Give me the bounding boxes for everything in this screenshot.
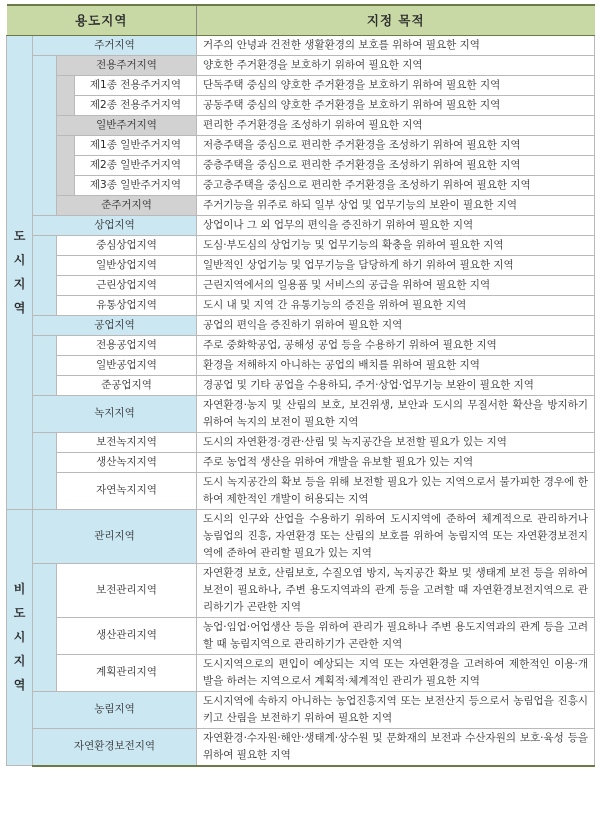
table-row	[7, 654, 595, 691]
zone-name: 제2종 전용주거지역	[75, 95, 197, 115]
table-row	[7, 563, 595, 617]
table-row	[7, 375, 595, 395]
zone-purpose: 중층주택을 중심으로 편리한 주거환경을 조성하기 위하여 필요한 지역	[197, 155, 595, 175]
zone-name: 주거지역	[33, 35, 197, 55]
zone-purpose: 환경을 저해하지 아니하는 공업의 배치를 위하여 필요한 지역	[197, 355, 595, 375]
zone-name: 관리지역	[33, 509, 197, 563]
table-row	[7, 155, 595, 175]
category-char: 지	[13, 654, 26, 669]
zone-name: 제1종 전용주거지역	[75, 75, 197, 95]
zone-purpose: 상업이나 그 외 업무의 편익을 증진하기 위하여 필요한 지역	[197, 215, 595, 235]
zone-purpose: 도시의 자연환경·경관·산림 및 녹지공간을 보전할 필요가 있는 지역	[197, 432, 595, 452]
table-row	[7, 617, 595, 654]
header-zone: 용도지역	[7, 5, 197, 35]
table-row	[7, 335, 595, 355]
table-row	[7, 295, 595, 315]
zone-name: 생산관리지역	[57, 617, 197, 654]
zone-name: 상업지역	[33, 215, 197, 235]
table-row	[7, 432, 595, 452]
zone-purpose: 농업·임업·어업생산 등을 위하여 관리가 필요하나 주변 용도지역과의 관계 등을 고려할 때 농림지역으로 관리하기가 곤란한 지역	[197, 617, 595, 654]
table-row	[7, 452, 595, 472]
zone-purpose: 주로 중화학공업, 공해성 공업 등을 수용하기 위하여 필요한 지역	[197, 335, 595, 355]
zone-name: 유통상업지역	[57, 295, 197, 315]
zone-name: 자연환경보전지역	[33, 728, 197, 766]
table-row	[7, 395, 595, 432]
zone-name: 녹지지역	[33, 395, 197, 432]
zone-purpose: 주거기능을 위주로 하되 일부 상업 및 업무기능의 보완이 필요한 지역	[197, 195, 595, 215]
category-char: 시	[13, 630, 26, 645]
zone-name: 제3종 일반주거지역	[75, 175, 197, 195]
zone-name: 자연녹지지역	[57, 472, 197, 509]
zone-purpose: 도시 녹지공간의 확보 등을 위해 보전할 필요가 있는 지역으로서 불가피한 경우에 한하여 제한적인 개발이 허용되는 지역	[197, 472, 595, 509]
zone-purpose: 중고층주택을 중심으로 편리한 주거환경을 조성하기 위하여 필요한 지역	[197, 175, 595, 195]
table-row	[7, 95, 595, 115]
zone-name: 근린상업지역	[57, 275, 197, 295]
category-char: 지	[13, 277, 26, 291]
category-char: 역	[13, 301, 26, 315]
table-row	[7, 175, 595, 195]
zone-purpose: 근린지역에서의 일용품 및 서비스의 공급을 위하여 필요한 지역	[197, 275, 595, 295]
zone-purpose: 공동주택 중심의 양호한 주거환경을 보호하기 위하여 필요한 지역	[197, 95, 595, 115]
zone-name: 준주거지역	[57, 195, 197, 215]
zone-purpose: 도심·부도심의 상업기능 및 업무기능의 확충을 위하여 필요한 지역	[197, 235, 595, 255]
header-purpose: 지정 목적	[197, 5, 595, 35]
table-row	[7, 75, 595, 95]
category-char: 도	[13, 606, 26, 621]
zone-purpose: 편리한 주거환경을 조성하기 위하여 필요한 지역	[197, 115, 595, 135]
table-row	[7, 691, 595, 728]
table-row	[7, 55, 595, 75]
zone-purpose: 자연환경 보호, 산림보호, 수질오염 방지, 녹지공간 확보 및 생태계 보전 등을 위하여 보전이 필요하나, 주변 용도지역과의 관계 등을 고려할 때 자연환경보전지역으로 관리하기가 곤란한 지역	[197, 563, 595, 617]
table-row	[7, 355, 595, 375]
table-row	[7, 215, 595, 235]
zone-name: 일반공업지역	[57, 355, 197, 375]
table-row	[7, 315, 595, 335]
zone-purpose: 일반적인 상업기능 및 업무기능을 담당하게 하기 위하여 필요한 지역	[197, 255, 595, 275]
zone-purpose: 공업의 편익을 증진하기 위하여 필요한 지역	[197, 315, 595, 335]
zone-purpose: 도시 내 및 지역 간 유통기능의 증진을 위하여 필요한 지역	[197, 295, 595, 315]
zone-name: 일반주거지역	[57, 115, 197, 135]
zone-name: 생산녹지지역	[57, 452, 197, 472]
zone-name: 보전관리지역	[57, 563, 197, 617]
table-row	[7, 509, 595, 563]
zone-name: 공업지역	[33, 315, 197, 335]
zone-purpose: 도시지역으로의 편입이 예상되는 지역 또는 자연환경을 고려하여 제한적인 이용·개발을 하려는 지역으로서 계획적·체계적인 관리가 필요한 지역	[197, 654, 595, 691]
zone-purpose: 도시지역에 속하지 아니하는 농업진흥지역 또는 보전산지 등으로서 농림업을 진흥시키고 산림을 보전하기 위하여 필요한 지역	[197, 691, 595, 728]
table-row	[7, 195, 595, 215]
table-row	[7, 728, 595, 766]
zone-purpose: 도시의 인구와 산업을 수용하기 위하여 도시지역에 준하여 체계적으로 관리하거나 농림업의 진흥, 자연환경 또는 산림의 보호를 위하여 농림지역 또는 자연환경보전지역에 준하여 관리할 필요가 있는 지역	[197, 509, 595, 563]
category-char: 역	[13, 678, 26, 693]
category-urban	[7, 35, 33, 509]
category-char: 비	[13, 582, 26, 597]
table-row	[7, 235, 595, 255]
zone-name: 계획관리지역	[57, 654, 197, 691]
zone-name: 제1종 일반주거지역	[75, 135, 197, 155]
zone-purpose: 거주의 안녕과 건전한 생활환경의 보호를 위하여 필요한 지역	[197, 35, 595, 55]
category-char: 시	[13, 253, 26, 267]
zone-name: 전용공업지역	[57, 335, 197, 355]
header-row	[7, 5, 595, 35]
table-row	[7, 115, 595, 135]
zone-name: 제2종 일반주거지역	[75, 155, 197, 175]
category-char: 도	[13, 229, 26, 243]
zone-purpose: 경공업 및 기타 공업을 수용하되, 주거·상업·업무기능 보완이 필요한 지역	[197, 375, 595, 395]
zone-purpose: 주로 농업적 생산을 위하여 개발을 유보할 필요가 있는 지역	[197, 452, 595, 472]
table-row	[7, 255, 595, 275]
table-row	[7, 135, 595, 155]
zone-name: 중심상업지역	[57, 235, 197, 255]
table-row	[7, 275, 595, 295]
zone-purpose: 자연환경·수자원·해안·생태계·상수원 및 문화재의 보전과 수산자원의 보호·육성 등을 위하여 필요한 지역	[197, 728, 595, 766]
table-row	[7, 35, 595, 55]
zone-purpose: 저층주택을 중심으로 편리한 주거환경을 조성하기 위하여 필요한 지역	[197, 135, 595, 155]
zone-name: 전용주거지역	[57, 55, 197, 75]
zone-purpose: 자연환경·농지 및 산림의 보호, 보건위생, 보안과 도시의 무질서한 확산을 방지하기 위하여 녹지의 보전이 필요한 지역	[197, 395, 595, 432]
zone-purpose: 양호한 주거환경을 보호하기 위하여 필요한 지역	[197, 55, 595, 75]
category-non-urban	[7, 509, 33, 766]
zone-name: 농림지역	[33, 691, 197, 728]
zone-purpose: 단독주택 중심의 양호한 주거환경을 보호하기 위하여 필요한 지역	[197, 75, 595, 95]
table-row	[7, 472, 595, 509]
zone-name: 일반상업지역	[57, 255, 197, 275]
zone-name: 준공업지역	[57, 375, 197, 395]
zoning-purpose-table	[6, 4, 595, 767]
zone-name: 보전녹지지역	[57, 432, 197, 452]
